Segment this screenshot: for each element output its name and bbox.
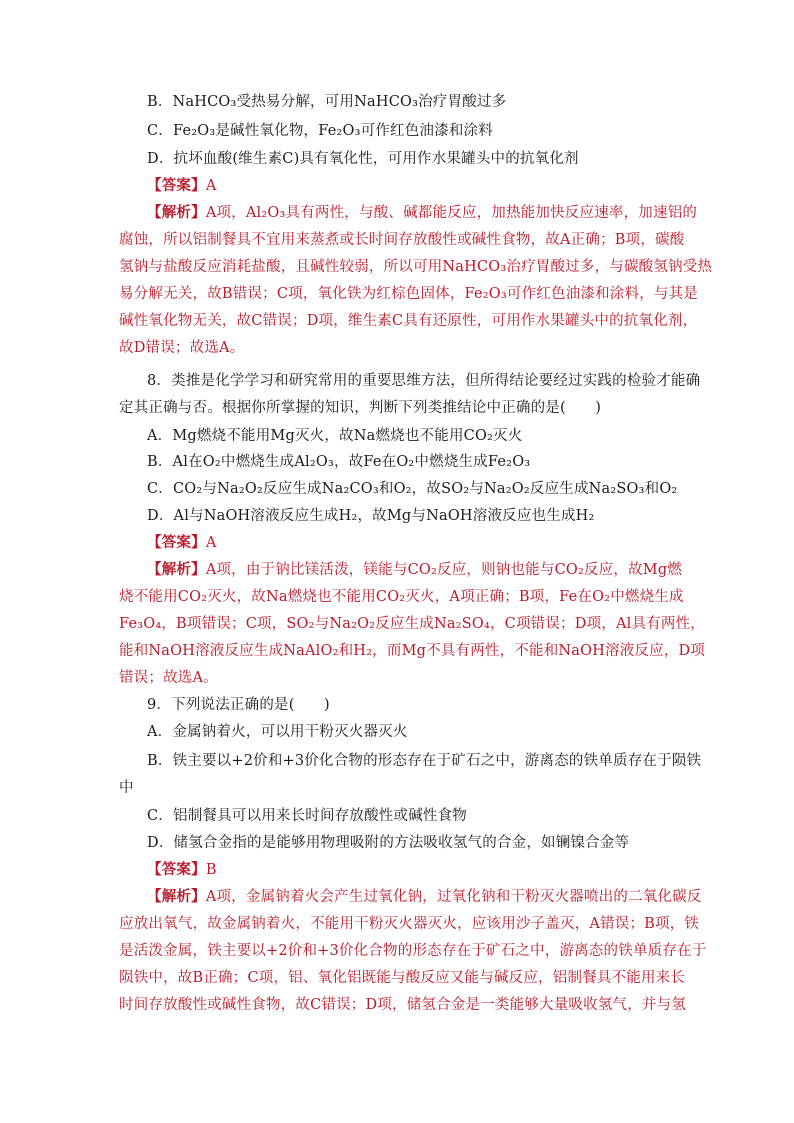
q8-stem-line-2: 定其正确与否。根据你所掌握的知识，判断下列类推结论中正确的是( ) [119,400,602,416]
q8-analysis-line-3: Fe₃O₄，B项错误；C项，SO₂与Na₂O₂反应生成Na₂SO₄，C项错误；D项，Al具有两性， [119,616,705,632]
analysis-label: 【解析】 [147,888,206,905]
q8-option-d: D．Al与NaOH溶液反应生成H₂，故Mg与NaOH溶液反应也生成H₂ [147,508,595,524]
q8-stem-line-1: 8．类推是化学学习和研究常用的重要思维方法，但所得结论要经过实践的检验才能确 [147,373,701,389]
q7-option-b: B．NaHCO₃受热易分解，可用NaHCO₃治疗胃酸过多 [147,94,507,110]
answer-value: B [205,862,217,878]
q8-option-a: A．Mg燃烧不能用Mg灭火，故Na燃烧也不能用CO₂灭火 [147,428,523,444]
q9-analysis-line-4: 陨铁中，故B正确；C项，铝、氧化铝既能与酸反应又能与碱反应，铝制餐具不能用来长 [119,970,686,986]
q9-analysis-line-1: 【解析】A项，金属钠着火会产生过氧化钠，过氧化钠和干粉灭火器喷出的二氧化碳反 [147,888,702,905]
answer-label: 【答案】 [147,177,206,194]
q7-answer [147,176,216,196]
q9-stem: 9．下列说法正确的是( ) [147,697,330,713]
q9-option-b-line-2: 中 [119,780,134,796]
analysis-label: 【解析】 [147,204,206,221]
q7-option-c: C．Fe₂O₃是碱性氧化物，Fe₂O₃可作红色油漆和涂料 [147,123,493,139]
q9-option-d: D．储氢合金指的是能够用物理吸附的方法吸收氢气的合金，如镧镍合金等 [147,835,630,851]
q9-analysis-line-5: 时间存放酸性或碱性食物，故C错误；D项，储氢合金是一类能够大量吸收氢气，并与氢 [119,997,687,1013]
q7-analysis-line-1: 【解析】A项，Al₂O₃具有两性，与酸、碱都能反应，加热能加快反应速率，加速铝的 [147,204,698,221]
q9-analysis-line-3: 是活泼金属，铁主要以+2价和+3价化合物的形态存在于矿石之中，游离态的铁单质存在于 [119,943,707,959]
q8-analysis-line-2: 烧不能用CO₂灭火，故Na燃烧也不能用CO₂灭火，A项正确；B项，Fe在O₂中燃烧生成 [119,589,684,605]
q9-analysis-line-2: 应放出氧气，故金属钠着火，不能用干粉灭火器灭火，应该用沙子盖灭，A错误；B项，铁 [119,916,700,932]
q7-analysis-line-6: 故D错误；故选A。 [119,340,245,356]
answer-label: 【答案】 [147,861,206,878]
q8-analysis-line-5: 错误；故选A。 [119,670,218,686]
answer-label: 【答案】 [147,534,206,551]
q7-analysis-line-2: 腐蚀，所以铝制餐具不宜用来蒸煮或长时间存放酸性或碱性食物，故A正确；B项，碳酸 [119,232,685,248]
q8-answer [147,533,216,553]
q8-option-c: C．CO₂与Na₂O₂反应生成Na₂CO₃和O₂，故SO₂与Na₂O₂反应生成Na₂SO₃和O₂ [147,481,678,497]
q7-analysis-line-4: 易分解无关，故B错误；C项，氧化铁为红棕色固体，Fe₂O₃可作红色油漆和涂料，与其是 [119,286,699,302]
q8-analysis-line-1: 【解析】A项，由于钠比镁活泼，镁能与CO₂反应，则钠也能与CO₂反应，故Mg燃 [147,561,682,578]
q8-option-b: B．Al在O₂中燃烧生成Al₂O₃，故Fe在O₂中燃烧生成Fe₂O₃ [147,454,531,470]
q9-option-b-line-1: B．铁主要以+2价和+3价化合物的形态存在于矿石之中，游离态的铁单质存在于陨铁 [147,753,702,769]
q7-analysis-line-3: 氢钠与盐酸反应消耗盐酸，且碱性较弱，所以可用NaHCO₃治疗胃酸过多，与碳酸氢钠受热 [119,259,713,275]
q7-analysis-line-5: 碱性氧化物无关，故C错误；D项，维生素C具有还原性，可用作水果罐头中的抗氧化剂， [119,313,698,329]
answer-value: A [205,178,217,194]
q9-option-a: A．金属钠着火，可以用干粉灭火器灭火 [147,724,408,740]
q8-analysis-line-4: 能和NaOH溶液反应生成NaAlO₂和H₂，而Mg不具有两性，不能和NaOH溶液反应，D项 [119,643,706,659]
analysis-label: 【解析】 [147,561,206,578]
q9-option-c: C．铝制餐具可以用来长时间存放酸性或碱性食物 [147,808,467,824]
answer-value: A [205,535,217,551]
q7-option-d: D．抗坏血酸(维生素C)具有氧化性，可用作水果罐头中的抗氧化剂 [147,151,579,167]
q9-answer [147,860,217,880]
